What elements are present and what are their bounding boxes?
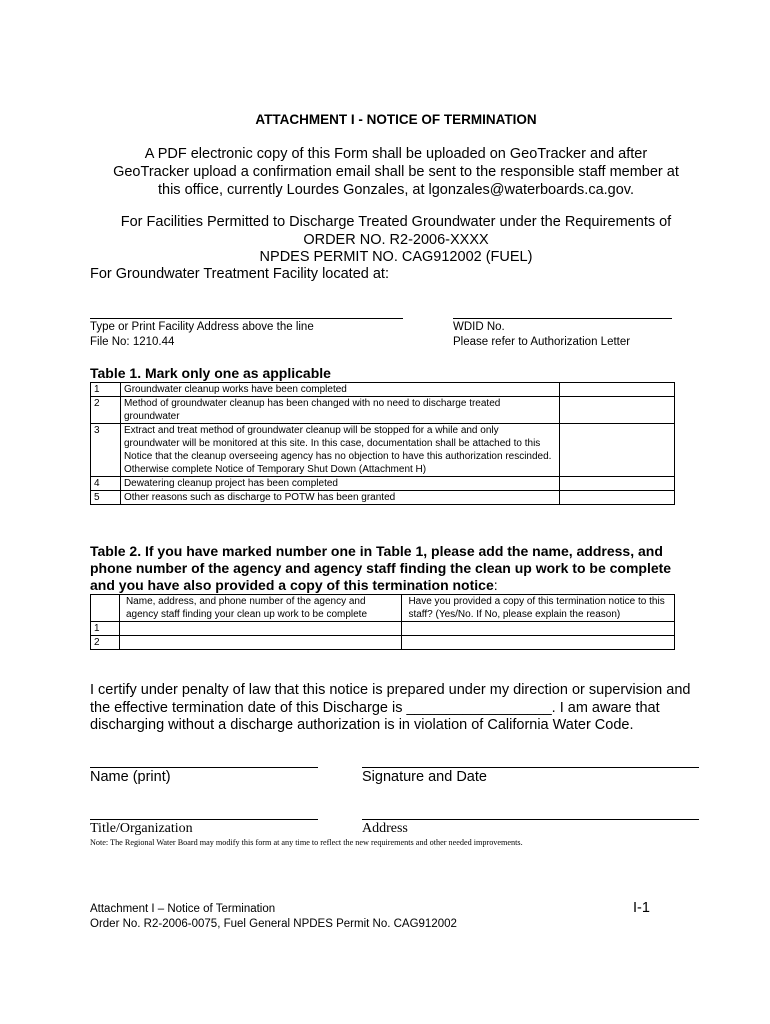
permit-line-3: NPDES PERMIT NO. CAG912002 (FUEL) — [259, 249, 533, 265]
copy-cell[interactable] — [402, 636, 675, 650]
facility-address-line[interactable] — [90, 318, 403, 319]
row-number: 2 — [91, 636, 120, 650]
wdid-caption — [453, 320, 630, 350]
table-row — [91, 477, 675, 491]
permit-block — [90, 214, 702, 267]
table-row — [91, 491, 675, 505]
permit-line-2: ORDER NO. R2-2006-XXXX — [303, 231, 489, 248]
name-label: Name (print) — [90, 769, 171, 785]
signature-line[interactable] — [362, 767, 699, 768]
row-number: 5 — [91, 491, 121, 505]
table-row — [91, 424, 675, 477]
table2-header — [91, 595, 675, 622]
file-number: File No: 1210.44 — [90, 336, 175, 348]
footer-line-1: Attachment I – Notice of Termination — [90, 903, 276, 915]
address-line[interactable] — [362, 819, 699, 820]
intro-line-2: GeoTracker upload a confirmation email shall be sent to the responsible staff member at — [113, 164, 679, 180]
row-text: Extract and treat method of groundwater cleanup will be stopped for a while and only groundwater will be monitored at this site. In this case, documentation shall be attached to this Notice that the cleanup overseeing agency has no objection to have this authorization rescinded. Otherwise complete Notice of Temporary Shut Down (Attachment H) — [120, 424, 559, 477]
table-row — [91, 383, 675, 397]
row-text: Other reasons such as discharge to POTW has been granted — [120, 491, 559, 505]
table2-title — [90, 543, 690, 594]
table1-title: Table 1. Mark only one as applicable — [90, 365, 331, 381]
row-number: 1 — [91, 383, 121, 397]
title-line[interactable] — [90, 819, 318, 820]
title-org-label: Title/Organization — [90, 821, 193, 836]
header-agency: Name, address, and phone number of the agency and agency staff finding your clean up work to be complete — [119, 595, 401, 622]
certification-statement: I certify under penalty of law that this notice is prepared under my direction or supervision and the effective termination date of this Discharge is __________________. I am aware that discharging without a discharge authorization is in violation of California Water Code. — [90, 682, 691, 733]
wdid-line[interactable] — [453, 318, 672, 319]
facility-prompt: For Groundwater Treatment Facility located at: — [90, 266, 389, 282]
address-caption — [90, 320, 314, 350]
table1 — [90, 382, 675, 505]
row-text: Method of groundwater cleanup has been changed with no need to discharge treated groundwater — [120, 397, 559, 424]
row-number: 1 — [91, 622, 120, 636]
intro-line-1: A PDF electronic copy of this Form shall be uploaded on GeoTracker and after — [144, 146, 648, 162]
row-number: 2 — [91, 397, 121, 424]
form-note: Note: The Regional Water Board may modify this form at any time to reflect the new requirements and other needed improvements. — [90, 838, 523, 847]
footer-line-2: Order No. R2-2006-0075, Fuel General NPDES Permit No. CAG912002 — [90, 918, 457, 930]
intro-line-3: this office, currently Lourdes Gonzales, at lgonzales@waterboards.ca.gov. — [157, 182, 634, 198]
mark-cell[interactable] — [560, 491, 675, 505]
header-copy-provided: Have you provided a copy of this termination notice to this staff? (Yes/No. If No, please explain the reason) — [402, 595, 675, 622]
table-row — [91, 636, 675, 650]
address-caption-line-1: Type or Print Facility Address above the line — [90, 321, 314, 333]
row-text: Dewatering cleanup project has been completed — [120, 477, 559, 491]
table2-title-colon: : — [493, 577, 498, 593]
mark-cell[interactable] — [560, 477, 675, 491]
mark-cell[interactable] — [560, 424, 675, 477]
document-title: ATTACHMENT I - NOTICE OF TERMINATION — [255, 112, 537, 127]
copy-cell[interactable] — [402, 622, 675, 636]
wdid-label: WDID No. — [453, 321, 505, 333]
mark-cell[interactable] — [560, 397, 675, 424]
address-label: Address — [362, 821, 408, 836]
agency-cell[interactable] — [119, 636, 401, 650]
agency-cell[interactable] — [119, 622, 401, 636]
footer — [90, 902, 457, 932]
row-text: Groundwater cleanup works have been completed — [120, 383, 559, 397]
table2-title-text: Table 2. If you have marked number one in Table 1, please add the name, address, and phone number of the agency and agency staff finding the clean up work to be complete and you have also provided a copy of this termination notice — [90, 543, 672, 593]
mark-cell[interactable] — [560, 383, 675, 397]
permit-line-1: For Facilities Permitted to Discharge Treated Groundwater under the Requirements of — [120, 214, 672, 230]
intro-paragraph — [90, 145, 702, 199]
table-row — [91, 622, 675, 636]
table-row — [91, 397, 675, 424]
page-number: I-1 — [633, 900, 650, 916]
row-number: 3 — [91, 424, 121, 477]
signature-label: Signature and Date — [362, 769, 487, 785]
table2 — [90, 594, 675, 650]
wdid-note: Please refer to Authorization Letter — [453, 336, 631, 348]
name-line[interactable] — [90, 767, 318, 768]
row-number: 4 — [91, 477, 121, 491]
